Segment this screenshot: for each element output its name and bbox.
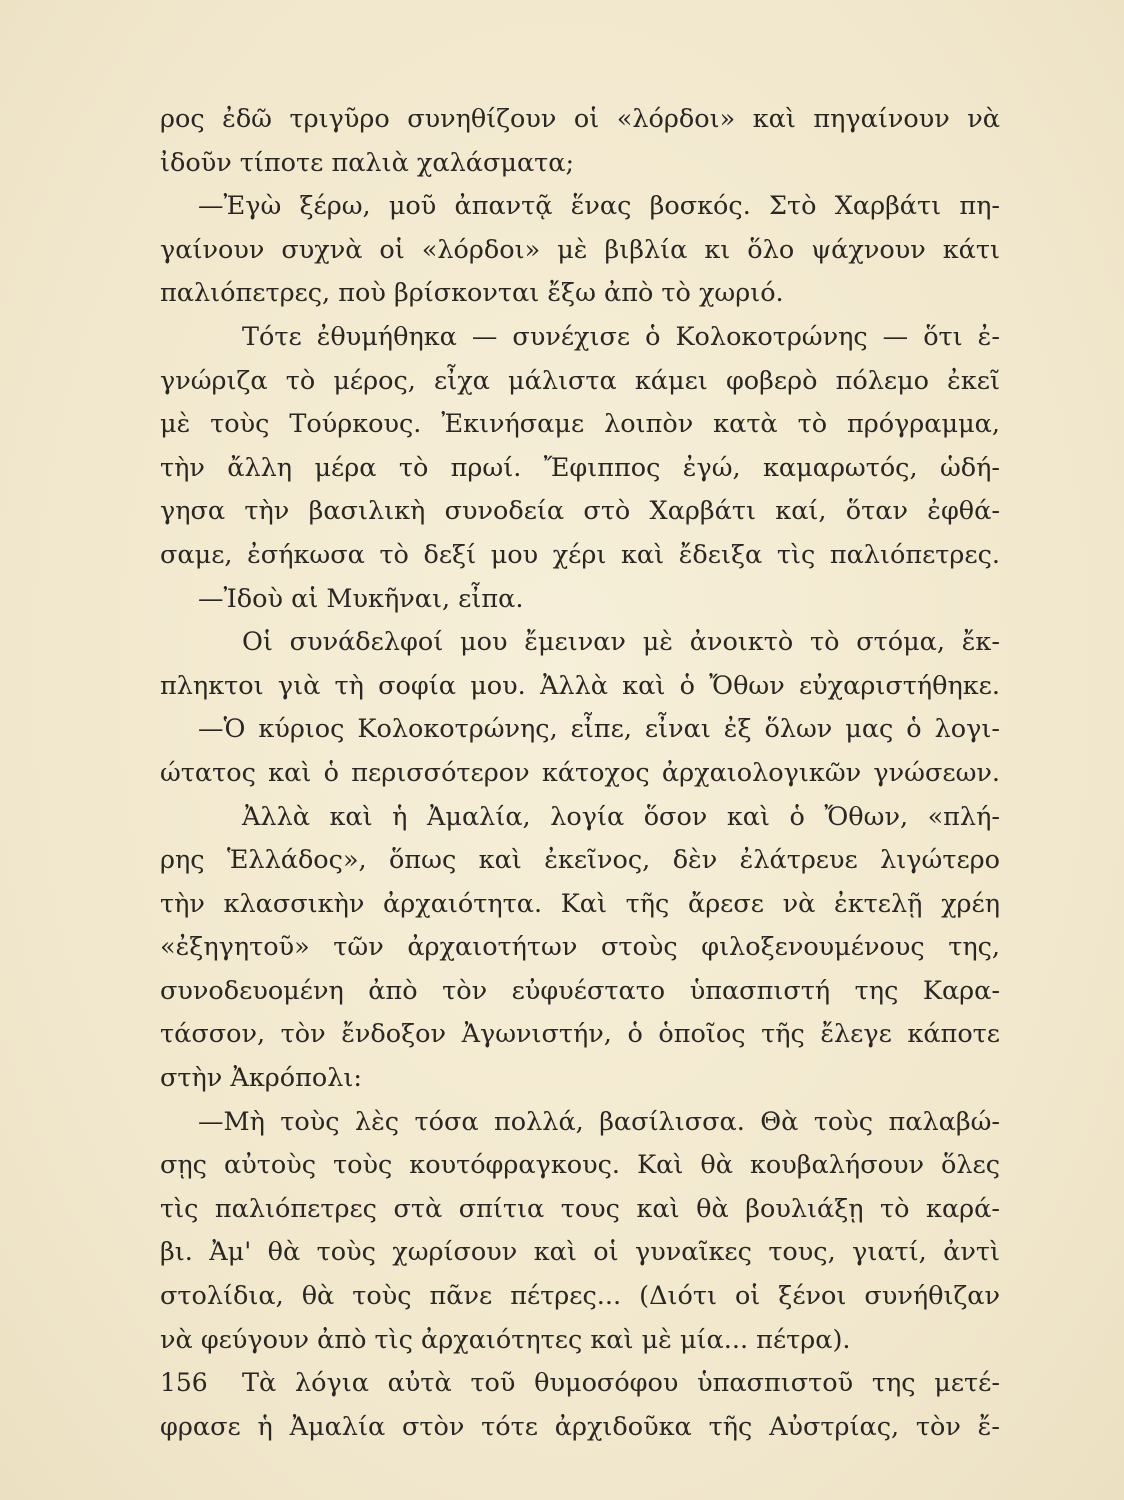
- text-line: τάσσον, τὸν ἔνδοξον Ἀγωνιστήν, ὁ ὁποῖος τῆς ἔλεγε κάποτε: [160, 1019, 1000, 1050]
- text-line: Ἀλλὰ καὶ ἡ Ἀμαλία, λογία ὅσον καὶ ὁ Ὄθων, «πλή-: [242, 801, 1000, 832]
- text-line: παλιόπετρες, ποὺ βρίσκονται ἔξω ἀπὸ τὸ χωριό.: [160, 278, 784, 309]
- text-line: νὰ φεύγουν ἀπὸ τὶς ἀρχαιότητες καὶ μὲ μία... πέτρα).: [160, 1324, 851, 1355]
- text-line: —Μὴ τοὺς λὲς τόσα πολλά, βασίλισσα. Θὰ τοὺς παλαβώ-: [198, 1106, 1000, 1137]
- text-line: ρης Ἑλλάδος», ὅπως καὶ ἐκεῖνος, δὲν ἐλάτρευε λιγώτερο: [160, 845, 1000, 876]
- text-line: γνώριζα τὸ μέρος, εἶχα μάλιστα κάμει φοβερὸ πόλεμο ἐκεῖ: [160, 365, 1000, 396]
- text-line: πληκτοι γιὰ τὴ σοφία μου. Ἀλλὰ καὶ ὁ Ὄθων εὐχαριστήθηκε.: [160, 670, 1000, 701]
- text-line: —Ὁ κύριος Κολοκοτρώνης, εἶπε, εἶναι ἐξ ὅλων μας ὁ λογι-: [198, 714, 1000, 745]
- text-line: φρασε ἡ Ἀμαλία στὸν τότε ἀρχιδοῦκα τῆς Αὐστρίας, τὸν ἔ-: [160, 1411, 1000, 1442]
- text-line: γαίνουν συχνὰ οἱ «λόρδοι» μὲ βιβλία κι ὅλο ψάχνουν κάτι: [160, 234, 1000, 265]
- text-line: Τότε ἐθυμήθηκα — συνέχισε ὁ Κολοκοτρώνης — ὅτι ἐ-: [242, 321, 1000, 352]
- text-line: Οἱ συνάδελφοί μου ἔμειναν μὲ ἀνοικτὸ τὸ στόμα, ἔκ-: [242, 627, 1000, 658]
- text-line: μὲ τοὺς Τούρκους. Ἐκινήσαμε λοιπὸν κατὰ τὸ πρόγραμμα,: [160, 409, 1000, 440]
- text-line: συνοδευομένη ἀπὸ τὸν εὐφυέστατο ὑπασπιστή της Καρα-: [160, 975, 1000, 1006]
- text-line: γησα τὴν βασιλικὴ συνοδεία στὸ Χαρβάτι καί, ὅταν ἐφθά-: [160, 496, 1000, 527]
- text-line: στὴν Ἀκρόπολι:: [160, 1063, 362, 1094]
- text-line: —Ἐγὼ ξέρω, μοῦ ἀπαντᾷ ἕνας βοσκός. Στὸ Χαρβάτι πη-: [198, 191, 1000, 222]
- text-line: τὴν κλασσικὴν ἀρχαιότητα. Καὶ τῆς ἄρεσε νὰ ἐκτελῇ χρέη: [160, 888, 1000, 919]
- text-line: ώτατος καὶ ὁ περισσότερον κάτοχος ἀρχαιολογικῶν γνώσεων.: [160, 757, 1000, 788]
- text-line: ρος ἐδῶ τριγῦρο συνηθίζουν οἱ «λόρδοι» καὶ πηγαίνουν νὰ: [160, 104, 1000, 134]
- text-line: Τὰ λόγια αὐτὰ τοῦ θυμοσόφου ὑπασπιστοῦ της μετέ-: [242, 1368, 1000, 1399]
- text-line: τὴν ἄλλη μέρα τὸ πρωί. Ἔφιππος ἐγώ, καμαρωτός, ὡδή-: [160, 452, 1000, 483]
- body-text: [160, 98, 1000, 1449]
- text-line: σαμε, ἐσήκωσα τὸ δεξί μου χέρι καὶ ἔδειξα τὶς παλιόπετρες.: [160, 539, 1000, 570]
- text-line: ἰδοῦν τίποτε παλιὰ χαλάσματα;: [160, 147, 575, 178]
- text-line: —Ἰδοὺ αἱ Μυκῆναι, εἶπα.: [198, 583, 524, 614]
- text-line: τὶς παλιόπετρες στὰ σπίτια τους καὶ θὰ βουλιάξῃ τὸ καρά-: [160, 1193, 1000, 1224]
- page-number: 156: [160, 1368, 208, 1397]
- text-line: στολίδια, θὰ τοὺς πᾶνε πέτρες... (Διότι οἱ ξένοι συνήθιζαν: [160, 1281, 1000, 1312]
- text-line: σῃς αὐτοὺς τοὺς κουτόφραγκους. Καὶ θὰ κουβαλήσουν ὅλες: [160, 1150, 1000, 1181]
- text-line: βι. Ἀμ' θὰ τοὺς χωρίσουν καὶ οἱ γυναῖκες τους, γιατί, ἀντὶ: [160, 1237, 1000, 1268]
- text-line: «ἐξηγητοῦ» τῶν ἀρχαιοτήτων στοὺς φιλοξενουμένους της,: [160, 932, 1000, 963]
